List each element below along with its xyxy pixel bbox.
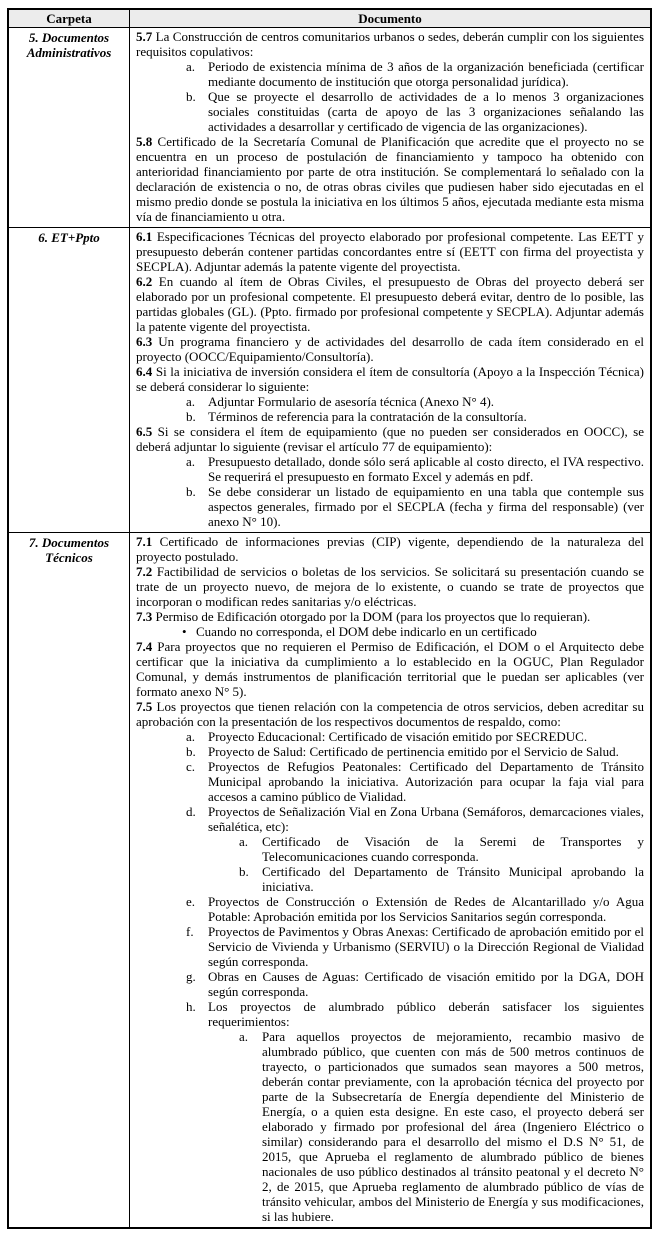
list-item: a. Adjuntar Formulario de asesoría técnica (Anexo N° 4). <box>186 394 495 409</box>
list-marker: b. <box>239 864 249 879</box>
list-item: b. Que se proyecte el desarrollo de actividades de a lo menos 3 organizaciones sociales constituidas (carta de apoyo de las 3 organizaciones señalando las actividades a desarrollar y certificado de vigencia de las organizaciones). <box>186 89 644 134</box>
table-row <box>8 28 651 228</box>
list-marker: d. <box>186 804 196 819</box>
list-item: e. Proyectos de Construcción o Extensión de Redes de Alcantarillado y/o Agua Potable: Aprobación emitida por los Servicios Sanitarios según corresponda. <box>186 894 644 924</box>
item-number: 6.5 <box>136 424 158 439</box>
column-header-documento: Documento <box>130 9 652 28</box>
carpeta-cell: 7. Documentos Técnicos <box>8 533 130 1229</box>
bullet-marker: • <box>182 624 187 639</box>
doc-paragraph: 6.5 Si se considera el ítem de equipamiento (que no pueden ser considerados en OOCC), se deberá adjuntar lo siguiente (revisar el artículo 77 de equipamiento): <box>136 424 644 454</box>
table-body <box>8 28 651 1229</box>
list-item: g. Obras en Causes de Aguas: Certificado de visación emitido por la DGA, DOH según corresponda. <box>186 969 644 999</box>
list-marker: b. <box>186 744 196 759</box>
list-item: h. Los proyectos de alumbrado público deberán satisfacer los siguientes requerimientos: <box>186 999 644 1029</box>
list-item: a. Proyecto Educacional: Certificado de visación emitido por SECREDUC. <box>186 729 588 744</box>
list-item: a. Para aquellos proyectos de mejoramiento, recambio masivo de alumbrado público, que cuenten con más de 500 metros continuos de trayecto, o particionados que sumados sean mayores a 500 metros, deberán contar previamente, con la aprobación técnica del proyecto por parte de la Subsecretaría de Energía dependiente del Ministerio de Energía, o a quien esta designe. En este caso, el proyecto deberá ser elaborado y firmado por profesional del área (Ingeniero Eléctrico o similar) considerando para el desarrollo del mismo el D.S N° 51, de 2015, que Aprueba el reglamento de alumbrado público de bienes nacionales de uso público destinados al tránsito peatonal y el decreto N° 2, de 2015, que Aprueba reglamento de alumbrado público de vías de tránsito vehicular, ambos del Ministerio de Energía y sus modificaciones, si las hubiere. <box>239 1029 644 1224</box>
list-item: d. Proyectos de Señalización Vial en Zona Urbana (Semáforos, demarcaciones viales, señalética, etc): <box>186 804 644 834</box>
table-row <box>8 533 651 1229</box>
requirements-table <box>7 8 652 1229</box>
doc-paragraph: 6.1 Especificaciones Técnicas del proyecto elaborado por profesional competente. Las EETT y presupuesto deberán contener partidas concordantes entre sí (EETT con firma del proyectista y SECPLA). Adjuntar además la patente vigente del proyectista. <box>136 229 644 274</box>
list-marker: a. <box>239 834 249 849</box>
carpeta-cell: 5. Documentos Administrativos <box>8 28 130 228</box>
documento-cell <box>130 28 652 228</box>
list-item: b. Certificado del Departamento de Tránsito Municipal aprobando la iniciativa. <box>239 864 644 894</box>
list-marker: a. <box>186 729 196 744</box>
doc-paragraph: 6.4 Si la iniciativa de inversión considera el ítem de consultoría (Apoyo a la Inspección Técnica) se deberá considerar lo siguiente: <box>136 364 645 394</box>
item-number: 6.2 <box>136 274 159 289</box>
item-number: 5.8 <box>136 134 158 149</box>
item-number: 6.3 <box>136 334 159 349</box>
header-row <box>8 9 651 28</box>
doc-paragraph: 7.2 Factibilidad de servicios o boletas de los servicios. Se solicitará su presentación cuando se trate de un proyecto nuevo, de mejora de lo existente, o cuando se trate de proyectos que incorporan o modifican redes sanitarias y/o eléctricas. <box>136 564 644 609</box>
item-number: 7.4 <box>136 639 158 654</box>
list-marker: a. <box>186 394 196 409</box>
doc-paragraph: 5.8 Certificado de la Secretaría Comunal de Planificación que acredite que el proyecto no se encuentra en un proceso de postulación de financiamiento y tampoco ha obtenido con anterioridad financiamiento por parte de otra institución. Se complementará lo señalado con la declaración de existencia o no, de otras obras civiles que pudiesen haber sido ejecutadas en el mismo predio donde se postula la iniciativa en los últimos 5 años, ejecutada mediante esta misma vía de financiamiento u otra. <box>136 134 645 224</box>
table-header <box>8 9 651 28</box>
list-marker: g. <box>186 969 196 984</box>
list-marker: b. <box>186 89 196 104</box>
doc-paragraph: 7.4 Para proyectos que no requieren el Permiso de Edificación, el DOM o el Arquitecto debe certificar que la iniciativa da cumplimiento a lo establecido en la OGUC, Plan Regulador Comunal, y demás instrumentos de planificación territorial que le puedan ser aplicables (ver formato anexo N° 5). <box>136 639 645 699</box>
list-marker: f. <box>186 924 194 939</box>
item-number: 7.1 <box>136 534 160 549</box>
item-number: 7.2 <box>136 564 157 579</box>
documento-cell <box>130 533 652 1229</box>
list-marker: a. <box>186 454 196 469</box>
table-row <box>8 228 651 533</box>
list-item: a. Presupuesto detallado, donde sólo será aplicable al costo directo, el IVA respectivo. Se requerirá el presupuesto en formato Excel y además en pdf. <box>186 454 644 484</box>
item-number: 7.5 <box>136 699 157 714</box>
item-number: 7.3 <box>136 609 156 624</box>
list-item: a. Periodo de existencia mínima de 3 años de la organización beneficiada (certificar mediante documento de institución que otorga personalidad jurídica). <box>186 59 644 89</box>
doc-paragraph: 5.7 La Construcción de centros comunitarios urbanos o sedes, deberán cumplir con los siguientes requisitos copulativos: <box>136 29 644 59</box>
list-marker: a. <box>186 59 196 74</box>
carpeta-cell: 6. ET+Ppto <box>8 228 130 533</box>
list-marker: b. <box>186 484 196 499</box>
list-item: b. Términos de referencia para la contratación de la consultoría. <box>186 409 527 424</box>
doc-paragraph: 6.2 En cuando al ítem de Obras Civiles, el presupuesto de Obras del proyecto deberá ser elaborado por un profesional competente. El presupuesto deberá evitar, dentro de lo posible, las partidas globales (GL). (Ppto. firmado por profesional competente y SECPLA). Adjuntar además la patente vigente del proyectista. <box>136 274 645 334</box>
list-item: b. Se debe considerar un listado de equipamiento en una tabla que contemple sus aspectos generales, firmado por el SECPLA (fecha y firma del responsable) (ver anexo N° 10). <box>186 484 644 529</box>
doc-paragraph: 7.3 Permiso de Edificación otorgado por la DOM (para los proyectos que lo requieran). <box>136 609 591 624</box>
bullet-item: • Cuando no corresponda, el DOM debe indicarlo en un certificado <box>182 624 537 639</box>
doc-paragraph: 7.1 Certificado de informaciones previas (CIP) vigente, dependiendo de la naturaleza del proyecto postulado. <box>136 534 644 564</box>
list-marker: e. <box>186 894 196 909</box>
list-item: a. Certificado de Visación de la Seremi de Transportes y Telecomunicaciones cuando corresponda. <box>239 834 644 864</box>
list-marker: h. <box>186 999 196 1014</box>
item-number: 5.7 <box>136 29 156 44</box>
documento-cell <box>130 228 652 533</box>
list-marker: c. <box>186 759 196 774</box>
list-item: b. Proyecto de Salud: Certificado de pertinencia emitido por el Servicio de Salud. <box>186 744 619 759</box>
doc-paragraph: 7.5 Los proyectos que tienen relación con la competencia de otros servicios, deben acreditar su aprobación con la presentación de los respectivos documentos de respaldo, como: <box>136 699 644 729</box>
column-header-carpeta: Carpeta <box>8 9 130 28</box>
list-item: f. Proyectos de Pavimentos y Obras Anexas: Certificado de aprobación emitido por el Servicio de Vivienda y Urbanismo (SERVIU) o la Dirección Regional de Vialidad según corresponda. <box>186 924 644 969</box>
list-marker: a. <box>239 1029 249 1044</box>
item-number: 6.4 <box>136 364 156 379</box>
list-marker: b. <box>186 409 196 424</box>
item-number: 6.1 <box>136 229 157 244</box>
doc-paragraph: 6.3 Un programa financiero y de actividades del desarrollo de cada ítem considerado en el proyecto (OOCC/Equipamiento/Consultoría). <box>136 334 644 364</box>
list-item: c. Proyectos de Refugios Peatonales: Certificado del Departamento de Tránsito Municipal aprobando la iniciativa. Autorización para ocupar la faja vial para accesos a camino público de Vialidad. <box>186 759 644 804</box>
